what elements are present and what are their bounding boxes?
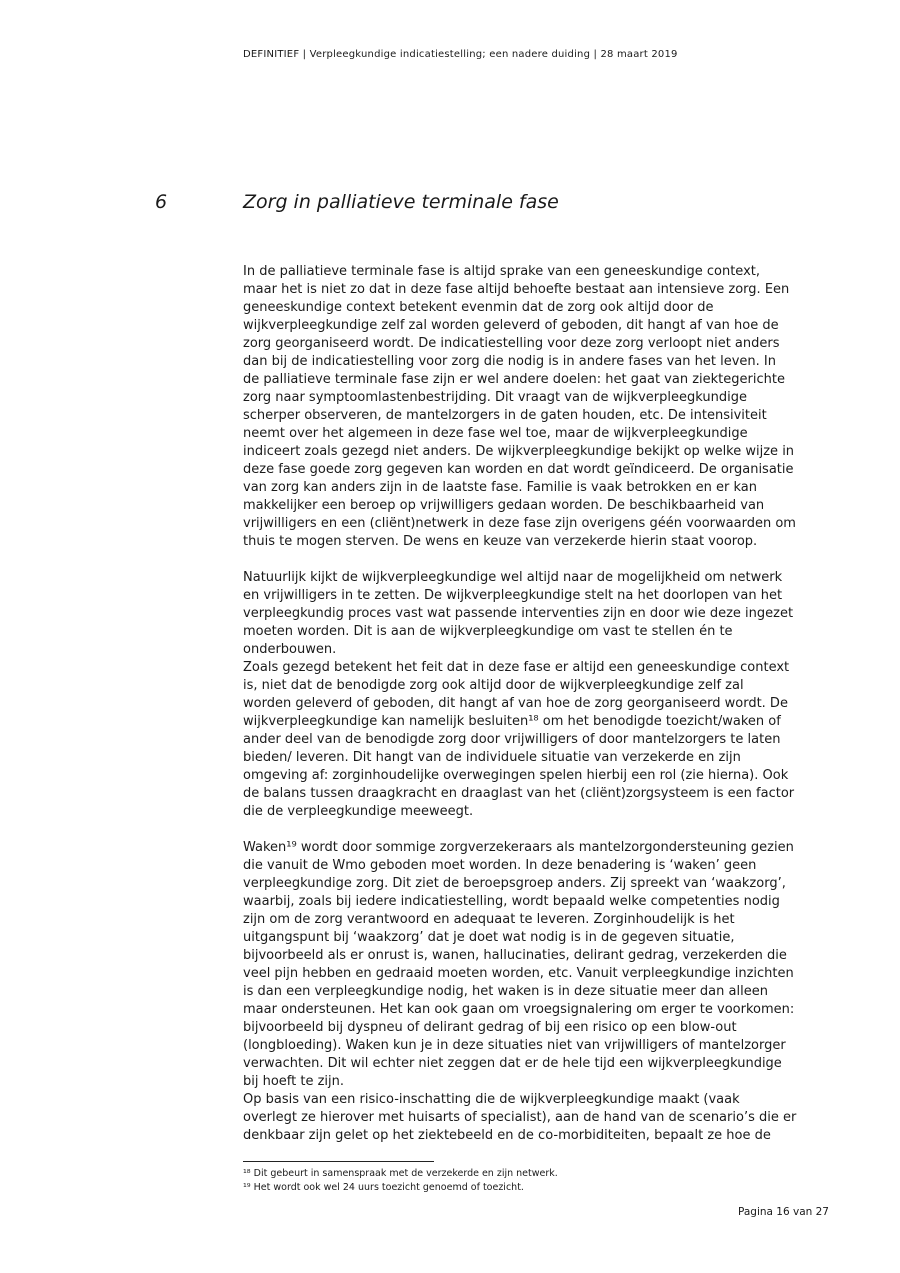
text-line: geneeskundige context betekent evenmin dat de zorg ook altijd door de <box>243 300 714 315</box>
chapter-number: 6 <box>155 191 168 213</box>
text-line: makkelijker een beroep op vrijwilligers gedaan worden. De beschikbaarheid van <box>243 498 765 513</box>
text-line: de balans tussen draagkracht en draaglast van het (cliënt)zorgsysteem is een factor <box>243 786 795 801</box>
text-line: bijvoorbeeld als er onrust is, wanen, hallucinaties, delirant gedrag, verzekerden die <box>243 948 787 963</box>
text-line: onderbouwen. <box>243 642 337 657</box>
text-line: bij hoeft te zijn. <box>243 1074 345 1089</box>
text-line: wijkverpleegkundige kan namelijk besluiten¹⁸ om het benodigde toezicht/waken of <box>243 714 781 729</box>
text-line: In de palliatieve terminale fase is altijd sprake van een geneeskundige context, <box>243 264 760 279</box>
text-line: worden geleverd of geboden, dit hangt af van hoe de zorg georganiseerd wordt. De <box>243 696 788 711</box>
text-line: wijkverpleegkundige zelf zal worden geleverd of geboden, dit hangt af van hoe de <box>243 318 779 333</box>
text-line: verpleegkundige zorg. Dit ziet de beroepsgroep anders. Zij spreekt van ‘waakzorg’, <box>243 876 786 891</box>
text-line: deze fase goede zorg gegeven kan worden en dat wordt geïndiceerd. De organisatie <box>243 462 794 477</box>
text-line: maar ondersteunen. Het kan ook gaan om vroegsignalering om erger te voorkomen: <box>243 1002 795 1017</box>
footnote-divider <box>243 1161 434 1162</box>
paragraph-risico-inschatting <box>243 1091 829 1145</box>
text-line: indiceert zoals gezegd niet anders. De wijkverpleegkundige bekijkt op welke wijze in <box>243 444 795 459</box>
text-line: bieden/ leveren. Dit hangt van de individuele situatie van verzekerde en zijn <box>243 750 741 765</box>
text-line: verwachten. Dit wil echter niet zeggen dat er de hele tijd een wijkverpleegkundige <box>243 1056 782 1071</box>
text-line: thuis te mogen sterven. De wens en keuze van verzekerde hierin staat voorop. <box>243 534 758 549</box>
page-number: Pagina 16 van 27 <box>737 1206 829 1218</box>
chapter-title: Zorg in palliatieve terminale fase <box>243 191 559 213</box>
footnote-item: ¹⁸ Dit gebeurt in samenspraak met de verzekerde en zijn netwerk. <box>243 1168 558 1179</box>
text-line: en vrijwilligers in te zetten. De wijkverpleegkundige stelt na het doorlopen van het <box>243 588 783 603</box>
text-line: waarbij, zoals bij iedere indicatiestelling, wordt bepaald welke competenties nodig <box>243 894 780 909</box>
footnotes <box>243 1167 558 1194</box>
text-line: zijn om de zorg verantwoord en adequaat te leveren. Zorginhoudelijk is het <box>243 912 735 927</box>
text-line: Op basis van een risico-inschatting die de wijkverpleegkundige maakt (vaak <box>243 1092 740 1107</box>
paragraph-waken <box>243 839 829 1091</box>
text-line: Waken¹⁹ wordt door sommige zorgverzekeraars als mantelzorgondersteuning gezien <box>243 840 794 855</box>
text-line: verpleegkundig proces vast wat passende interventies zijn en door wie deze ingezet <box>243 606 794 621</box>
text-line: Zoals gezegd betekent het feit dat in deze fase er altijd een geneeskundige context <box>243 660 790 675</box>
text-line: overlegt ze hierover met huisarts of specialist), aan de hand van de scenario’s die er <box>243 1110 797 1125</box>
footnote-item: ¹⁹ Het wordt ook wel 24 uurs toezicht genoemd of toezicht. <box>243 1181 524 1193</box>
paragraph-intro <box>243 263 829 551</box>
text-line: scherper observeren, de mantelzorgers in de gaten houden, etc. De intensiviteit <box>243 408 767 423</box>
text-line: zorg georganiseerd wordt. De indicatiestelling voor deze zorg verloopt niet anders <box>243 336 780 351</box>
text-line: neemt over het algemeen in deze fase wel toe, maar de wijkverpleegkundige <box>243 426 748 441</box>
body-text <box>243 263 829 1145</box>
paragraph-zoals-gezegd <box>243 659 829 821</box>
text-line: moeten worden. Dit is aan de wijkverpleegkundige om vast te stellen én te <box>243 624 733 639</box>
text-line: zorg naar symptoomlastenbestrijding. Dit vraagt van de wijkverpleegkundige <box>243 390 747 405</box>
text-line: uitgangspunt bij ‘waakzorg’ dat je doet wat nodig is in de gegeven situatie, <box>243 930 735 945</box>
text-line: van zorg kan anders zijn in de laatste fase. Familie is vaak betrokken en er kan <box>243 480 758 495</box>
text-line: die de verpleegkundige meeweegt. <box>243 804 474 819</box>
text-line: maar het is niet zo dat in deze fase altijd behoefte bestaat aan intensieve zorg. Een <box>243 282 790 297</box>
text-line: is dan een verpleegkundige nodig, het waken is in deze situatie meer dan alleen <box>243 984 768 999</box>
page-header: DEFINITIEF | Verpleegkundige indicatiestelling; een nadere duiding | 28 maart 2019 <box>243 49 678 60</box>
text-line: omgeving af: zorginhoudelijke overwegingen spelen hierbij een rol (zie hierna). Ook <box>243 768 789 783</box>
text-line: bijvoorbeeld bij dyspneu of delirant gedrag of bij een risico op een blow-out <box>243 1020 737 1035</box>
text-line: veel pijn hebben en gedraaid moeten worden, etc. Vanuit verpleegkundige inzichten <box>243 966 794 981</box>
text-line: Natuurlijk kijkt de wijkverpleegkundige wel altijd naar de mogelijkheid om netwerk <box>243 570 783 585</box>
text-line: dan bij de indicatiestelling voor zorg die nodig is in andere fases van het leven. In <box>243 354 776 369</box>
text-line: die vanuit de Wmo geboden moet worden. In deze benadering is ‘waken’ geen <box>243 858 757 873</box>
text-line: ander deel van de benodigde zorg door vrijwilligers of door mantelzorgers te laten <box>243 732 781 747</box>
text-line: de palliatieve terminale fase zijn er wel andere doelen: het gaat van ziektegerichte <box>243 372 785 387</box>
text-line: vrijwilligers en een (cliënt)netwerk in deze fase zijn overigens géén voorwaarden om <box>243 516 796 531</box>
text-line: is, niet dat de benodigde zorg ook altijd door de wijkverpleegkundige zelf zal <box>243 678 744 693</box>
text-line: denkbaar zijn gelet op het ziektebeeld en de co-morbiditeiten, bepaalt ze hoe de <box>243 1128 771 1143</box>
text-line: (longbloeding). Waken kun je in deze situaties niet van vrijwilligers of mantelzorger <box>243 1038 786 1053</box>
paragraph-netwerk-vrijwilligers <box>243 569 829 659</box>
